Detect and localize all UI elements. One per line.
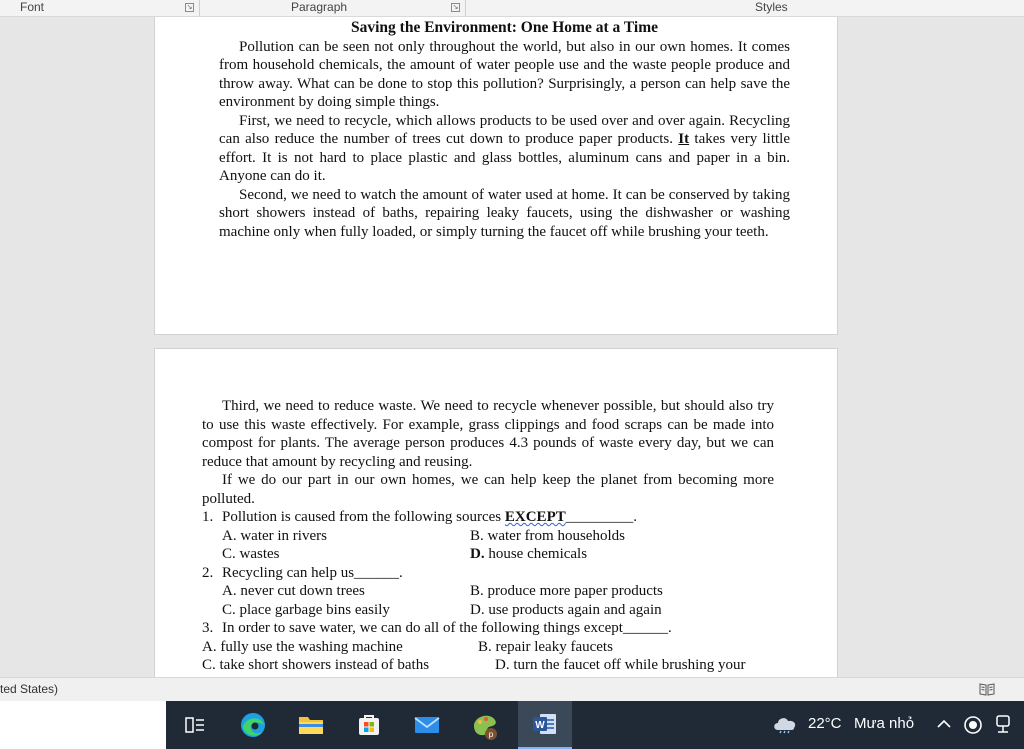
microsoft-store-icon[interactable] (352, 709, 386, 741)
paragraph-dialog-launcher-icon[interactable]: ↘ (452, 4, 459, 11)
network-icon[interactable] (994, 714, 1014, 736)
paint-app-icon[interactable] (468, 709, 502, 741)
question-3-options-row-2: C. take short showers instead of baths D. turn the faucet off while brushing your (202, 657, 746, 673)
document-page-1[interactable] (154, 17, 838, 335)
question-2: 2. Recycling can help us______. (202, 564, 403, 581)
question-3: 3. In order to save water, we can do all of the following things except______. (202, 620, 672, 636)
paragraph-1: Pollution can be seen not only throughout the world, but also in our own homes. It comes from household chemicals, the amount of water people use and the waste people produce and throw away. What can be done to stop this pollution? Surprisingly, a person can help save the environment by doing simple things. (219, 38, 790, 110)
language-indicator[interactable]: ted States) (0, 682, 59, 696)
group-divider (465, 0, 466, 16)
record-icon[interactable] (963, 715, 983, 735)
font-dialog-launcher-icon[interactable]: ↘ (186, 4, 193, 11)
word-app-icon[interactable] (518, 701, 572, 749)
ribbon-group-labels (0, 0, 1024, 17)
keyword-except: EXCEPT (504, 509, 566, 525)
question-1-options-row-1: A. water in rivers B. water from households (222, 527, 625, 544)
chevron-up-icon[interactable] (936, 719, 952, 729)
weather-cloud-icon[interactable] (772, 714, 798, 734)
paragraph-5: If we do our part in our own homes, we can help keep the planet from becoming more polluted. (202, 472, 774, 507)
edge-browser-icon[interactable] (236, 709, 270, 741)
svg-text:p: p (488, 730, 494, 739)
styles-group-label: Styles (755, 0, 788, 14)
question-3-options-row-1: A. fully use the washing machine B. repair leaky faucets (202, 638, 613, 655)
taskbar (166, 701, 1024, 749)
question-1: 1. Pollution is caused from the following sources EXCEPT_________. (202, 509, 637, 525)
font-group-label: Font (20, 0, 45, 14)
page-1-text[interactable] (219, 19, 790, 241)
status-bar (0, 677, 1024, 702)
desktop-strip (0, 701, 166, 749)
group-divider (199, 0, 200, 16)
weather-condition[interactable]: Mưa nhỏ (854, 715, 915, 732)
paragraph-3: Second, we need to watch the amount of water used at home. It can be conserved by taking short showers instead of baths, repairing leaky faucets, using the dishwasher or washing machine only when fully loaded, or simply turning the faucet off while brushing your teeth. (219, 186, 790, 240)
paragraph-group-label: Paragraph (291, 0, 348, 14)
question-2-options-row-2: C. place garbage bins easily D. use products again and again (222, 601, 662, 618)
paragraph-2: First, we need to recycle, which allows products to be used over and over again. Recycling can also reduce the number of trees cut down to produce paper products. It takes very little effort. It is not hard to place plastic and glass bottles, aluminum cans and paper in a bin. Anyone can do it. (219, 112, 791, 184)
file-explorer-icon[interactable] (294, 709, 328, 741)
read-mode-icon[interactable] (979, 682, 995, 696)
document-canvas[interactable] (0, 17, 1024, 677)
paragraph-4: Third, we need to reduce waste. We need to recycle whenever possible, but should also try to use this waste effectively. For example, grass clippings and food scraps can be made into compost for plants. The average person produces 4.3 pounds of waste every day, but we can reduce that amount by recycling and reusing. (202, 398, 774, 470)
task-view-icon[interactable] (178, 709, 212, 741)
document-page-2[interactable] (154, 348, 838, 677)
document-title: Saving the Environment: One Home at a Time (351, 19, 658, 36)
weather-temperature[interactable]: 22°C (808, 715, 842, 732)
question-2-options-row-1: A. never cut down trees B. produce more paper products (222, 583, 663, 599)
mail-icon[interactable] (410, 709, 444, 741)
page-2-text[interactable] (202, 397, 774, 675)
svg-text:W: W (535, 720, 545, 731)
question-1-options-row-2: C. wastes D. house chemicals (222, 546, 588, 562)
